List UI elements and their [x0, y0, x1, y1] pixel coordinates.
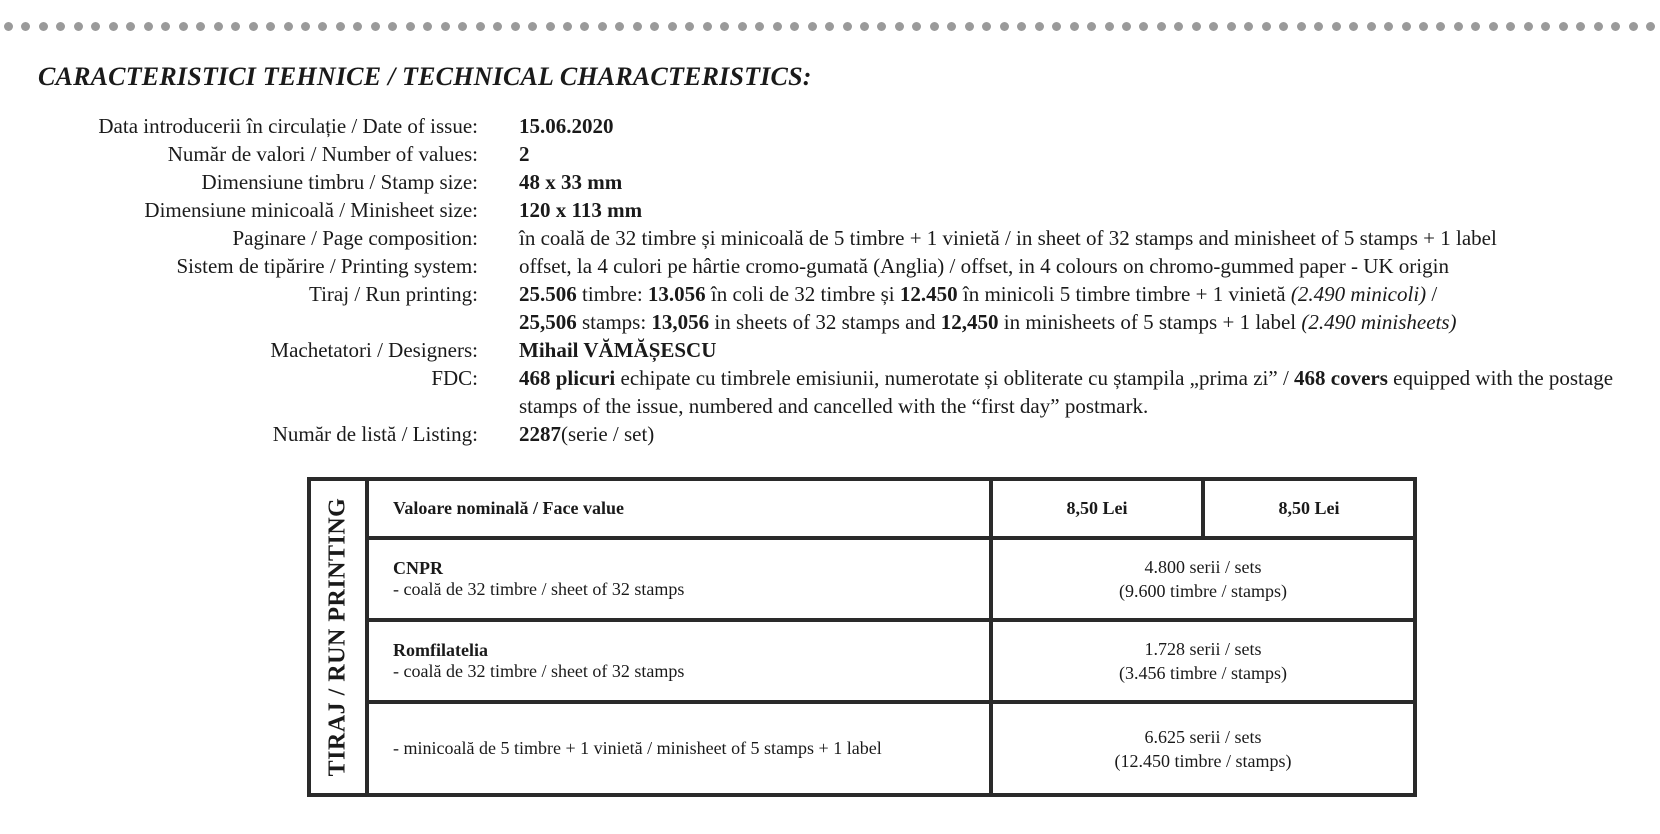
border-dot — [895, 22, 904, 31]
run-number: 13.056 — [647, 282, 706, 306]
qty-stamps: (9.600 timbre / stamps) — [1119, 581, 1287, 601]
spec-value: 120 x 113 mm — [519, 198, 643, 222]
border-dot — [1454, 22, 1463, 31]
border-dot — [1017, 22, 1026, 31]
spec-label: Paginare / Page composition: — [232, 226, 478, 250]
border-dot — [4, 22, 13, 31]
border-dot — [1139, 22, 1148, 31]
border-dot — [1209, 22, 1218, 31]
border-dot — [1052, 22, 1061, 31]
border-dot — [1594, 22, 1603, 31]
qty-stamps: (12.450 timbre / stamps) — [1114, 750, 1292, 771]
border-dot — [1087, 22, 1096, 31]
run-text: stamps: — [576, 310, 652, 334]
border-dot — [126, 22, 135, 31]
spec-label: Număr de listă / Listing: — [272, 422, 478, 446]
border-dot — [773, 22, 782, 31]
spec-printing — [0, 252, 1640, 280]
spec-value: Mihail VĂMĂȘESCU — [519, 338, 717, 362]
border-dot — [546, 22, 555, 31]
run-number: 25.506 — [519, 282, 577, 306]
border-dot — [56, 22, 65, 31]
border-dot — [196, 22, 205, 31]
spec-value: offset, la 4 culori pe hârtie cromo-gumată (Anglia) / offset, in 4 colours on chromo-gummed paper - UK origin — [519, 254, 1449, 278]
qty-sets: 4.800 serii / sets — [1144, 557, 1262, 577]
spec-value — [519, 364, 1640, 420]
border-dot — [843, 22, 852, 31]
run-line-ro — [519, 280, 1640, 308]
spec-date — [0, 112, 1640, 140]
border-dot — [336, 22, 345, 31]
border-dot — [1559, 22, 1568, 31]
border-dot — [1332, 22, 1341, 31]
run-number: 13,056 — [651, 310, 710, 334]
run-text: / — [1426, 282, 1438, 306]
border-dot — [39, 22, 48, 31]
border-dot — [685, 22, 694, 31]
border-dot — [808, 22, 817, 31]
border-dot — [1489, 22, 1498, 31]
row-quantity — [991, 702, 1415, 795]
border-dot — [825, 22, 834, 31]
border-dot — [1629, 22, 1638, 31]
border-dot — [21, 22, 30, 31]
border-dot — [1192, 22, 1201, 31]
border-dot — [947, 22, 956, 31]
border-dot — [860, 22, 869, 31]
run-text: în minicoli 5 timbre timbre + 1 vinietă — [957, 282, 1291, 306]
border-dot — [266, 22, 275, 31]
border-dot — [423, 22, 432, 31]
spec-page — [0, 224, 1640, 252]
border-dot — [301, 22, 310, 31]
border-dot — [668, 22, 677, 31]
run-number: 12.450 — [899, 282, 958, 306]
border-dot — [353, 22, 362, 31]
row-title: CNPR — [393, 558, 443, 578]
border-dot — [1314, 22, 1323, 31]
border-dot — [231, 22, 240, 31]
run-number: 25,506 — [519, 310, 577, 334]
spec-label: Machetatori / Designers: — [270, 338, 478, 362]
fdc-bold: 468 plicuri — [519, 366, 616, 390]
border-dot — [511, 22, 520, 31]
border-dot — [1157, 22, 1166, 31]
run-printing-table — [307, 477, 1417, 797]
fdc-text: echipate cu timbrele emisiunii, numerotate și obliterate cu ștampila „prima zi” / — [615, 366, 1295, 390]
listing-text: (serie / set) — [561, 422, 655, 446]
border-dot — [790, 22, 799, 31]
border-dot — [1419, 22, 1428, 31]
border-dot — [458, 22, 467, 31]
spec-run — [0, 280, 1640, 336]
border-dot — [877, 22, 886, 31]
qty-stamps: (3.456 timbre / stamps) — [1119, 663, 1287, 683]
border-dot — [965, 22, 974, 31]
border-dot — [615, 22, 624, 31]
border-dot — [388, 22, 397, 31]
border-dot — [650, 22, 659, 31]
border-dot — [284, 22, 293, 31]
border-dot — [109, 22, 118, 31]
run-line-en — [519, 308, 1640, 336]
run-text: in sheets of 32 stamps and — [709, 310, 941, 334]
listing-number: 2287 — [519, 422, 561, 446]
border-dot — [528, 22, 537, 31]
header-label-text: Valoare nominală / Face value — [393, 498, 624, 518]
border-dot — [179, 22, 188, 31]
spec-fdc — [0, 364, 1640, 420]
spec-label: Dimensiune minicoală / Minisheet size: — [144, 198, 478, 222]
row-subtitle: - coală de 32 timbre / sheet of 32 stamps — [393, 579, 685, 599]
border-dot — [930, 22, 939, 31]
fdc-bold: 468 covers — [1294, 366, 1388, 390]
border-dot — [563, 22, 572, 31]
face-value-label — [367, 479, 991, 538]
spec-value — [519, 420, 1640, 448]
border-dot — [1279, 22, 1288, 31]
border-dot — [1070, 22, 1079, 31]
border-dot — [703, 22, 712, 31]
face-value-2: 8,50 Lei — [1203, 479, 1415, 538]
border-dot — [1646, 22, 1655, 31]
run-note: (2.490 minisheets) — [1301, 310, 1457, 334]
border-dot — [912, 22, 921, 31]
border-dot — [598, 22, 607, 31]
border-dot — [214, 22, 223, 31]
border-dot — [1000, 22, 1009, 31]
border-dot — [738, 22, 747, 31]
border-dot — [91, 22, 100, 31]
border-dot — [1524, 22, 1533, 31]
row-title: Romfilatelia — [393, 640, 488, 660]
border-dot — [249, 22, 258, 31]
border-dot — [1576, 22, 1585, 31]
table-row — [309, 538, 1415, 620]
spec-value: în coală de 32 timbre și minicoală de 5 timbre + 1 vinietă / in sheet of 32 stamps and minisheet of 5 stamps + 1 label — [519, 226, 1497, 250]
row-quantity — [991, 538, 1415, 620]
spec-value — [519, 280, 1640, 336]
border-dot — [1174, 22, 1183, 31]
border-dot — [1402, 22, 1411, 31]
spec-value: 15.06.2020 — [519, 114, 614, 138]
side-label: TIRAJ / RUN PRINTING — [324, 497, 351, 777]
spec-stamp-size — [0, 168, 1640, 196]
border-dot — [1105, 22, 1114, 31]
table-header-row — [309, 479, 1415, 538]
border-dot — [1506, 22, 1515, 31]
border-dot — [144, 22, 153, 31]
border-dot — [476, 22, 485, 31]
border-dot — [406, 22, 415, 31]
border-dot — [1611, 22, 1620, 31]
border-dot — [1384, 22, 1393, 31]
border-dot — [1349, 22, 1358, 31]
border-dot — [1227, 22, 1236, 31]
fdc-text: equipped with the postage stamps of the issue, numbered and cancelled with the “first day” postmark. — [519, 366, 1614, 418]
face-value-1: 8,50 Lei — [991, 479, 1203, 538]
specs-list — [0, 112, 1640, 448]
border-dot — [982, 22, 991, 31]
border-dot — [74, 22, 83, 31]
spec-values — [0, 140, 1640, 168]
row-quantity — [991, 620, 1415, 702]
spec-minisheet-size — [0, 196, 1640, 224]
spec-label: Dimensiune timbru / Stamp size: — [201, 170, 478, 194]
border-dot — [371, 22, 380, 31]
run-number: 12,450 — [940, 310, 999, 334]
border-dot — [580, 22, 589, 31]
border-dot — [1244, 22, 1253, 31]
spec-label: Data introducerii în circulație / Date of issue: — [98, 114, 478, 138]
spec-label: Sistem de tipărire / Printing system: — [176, 254, 478, 278]
row-subtitle: - minicoală de 5 timbre + 1 vinietă / minisheet of 5 stamps + 1 label — [393, 738, 882, 758]
border-dot — [493, 22, 502, 31]
border-dot — [318, 22, 327, 31]
border-dot — [1297, 22, 1306, 31]
border-dot — [441, 22, 450, 31]
dotted-border — [0, 22, 1660, 34]
spec-label: Număr de valori / Number of values: — [167, 142, 478, 166]
border-dot — [755, 22, 764, 31]
qty-sets: 6.625 serii / sets — [1144, 726, 1262, 747]
border-dot — [1471, 22, 1480, 31]
border-dot — [720, 22, 729, 31]
spec-value: 48 x 33 mm — [519, 170, 623, 194]
spec-listing — [0, 420, 1640, 448]
border-dot — [1122, 22, 1131, 31]
border-dot — [1367, 22, 1376, 31]
spec-label: Tiraj / Run printing: — [309, 282, 478, 306]
border-dot — [633, 22, 642, 31]
row-desc — [367, 538, 991, 620]
border-dot — [1262, 22, 1271, 31]
border-dot — [1541, 22, 1550, 31]
run-text: timbre: — [576, 282, 648, 306]
spec-value: 2 — [519, 142, 530, 166]
page-title: CARACTERISTICI TEHNICE / TECHNICAL CHARACTERISTICS: — [38, 62, 812, 91]
row-desc — [367, 620, 991, 702]
run-note: (2.490 minicoli) — [1290, 282, 1427, 306]
border-dot — [1436, 22, 1445, 31]
row-desc — [367, 702, 991, 795]
table-row — [309, 620, 1415, 702]
border-dot — [161, 22, 170, 31]
spec-designers — [0, 336, 1640, 364]
spec-label: FDC: — [431, 366, 478, 390]
run-text: in minisheets of 5 stamps + 1 label — [998, 310, 1302, 334]
run-text: în coli de 32 timbre și — [705, 282, 900, 306]
border-dot — [1035, 22, 1044, 31]
row-subtitle: - coală de 32 timbre / sheet of 32 stamps — [393, 661, 685, 681]
table-row — [309, 702, 1415, 795]
side-label-cell — [309, 479, 367, 795]
qty-sets: 1.728 serii / sets — [1144, 639, 1262, 659]
